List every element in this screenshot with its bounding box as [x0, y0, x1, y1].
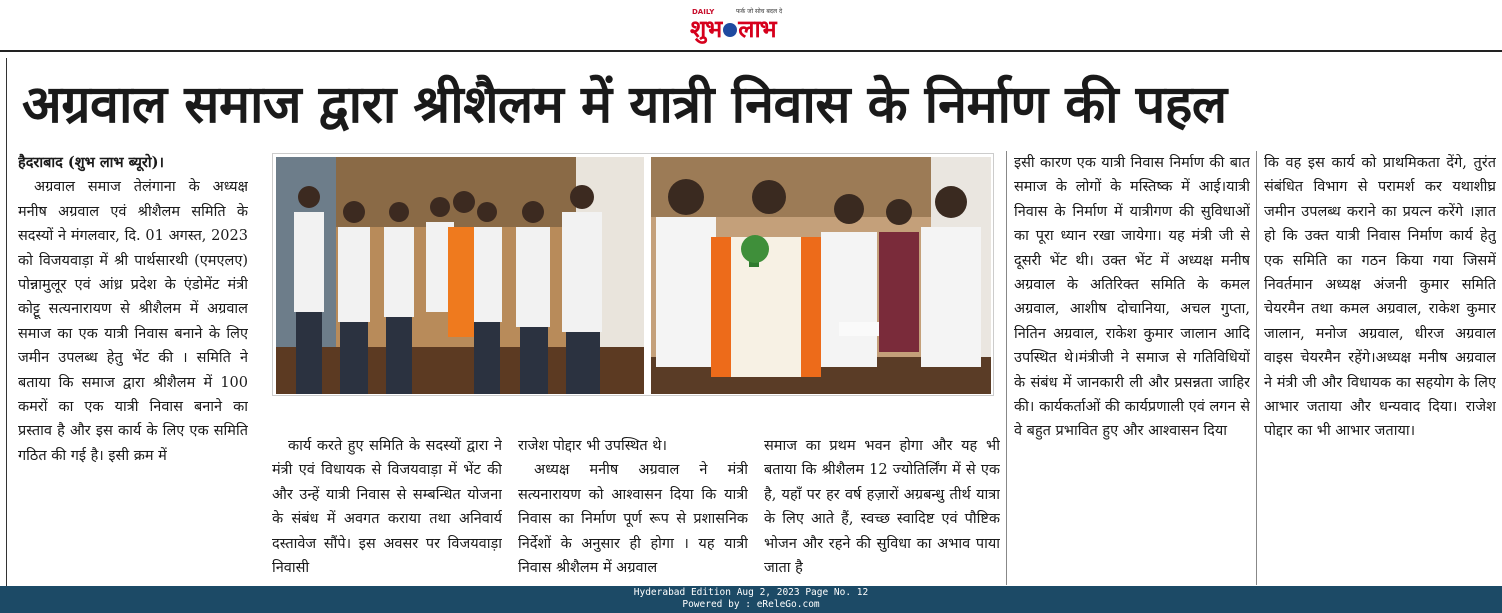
- column-6-text: कि वह इस कार्य को प्राथमिकता देंगे, तुरंत संबंधित विभाग से परामर्श कर यथाशीघ्र जमीन उपलब्ध कराने का प्रयत्न करेंगे ।ज्ञात हो कि उक्त यात्री निवास निर्माण कार्य हेतु एक समिति का गठन किया गया जिसमें निवर्तमान अध्यक्ष अंजनी कुमार समिति चेयरमैन तथा कमल अग्रवाल, राकेश कुमार जालान, मनोज अग्रवाल, धीरज अग्रवाल वाइस चेयरमैन रहेंगे।अध्यक्ष मनीष अग्रवाल ने मंत्री जी और विधायक का सहयोग के लिए आभार जताया और धन्यवाद दिया। राजेश पोद्दार का भी आभार जताया।: [1264, 155, 1496, 440]
- edition-info: Hyderabad Edition Aug 2, 2023 Page No. 12: [633, 587, 869, 598]
- column-2-text: कार्य करते हुए समिति के सदस्यों द्वारा ने मंत्री एवं विधायक से विजयवाड़ा में भेंट की और उन्हें यात्री निवास से सम्बन्धित योजना के संबंध में अवगत कराया तथा अनिवार्य दस्तावेज सौंपे। इस अवसर पर विजयवाड़ा निवासी: [272, 438, 502, 577]
- article-column-1: [18, 151, 248, 585]
- article-column-4: [764, 434, 1000, 586]
- logo-name: [690, 12, 776, 45]
- column-3-text: अध्यक्ष मनीष अग्रवाल ने मंत्री सत्यनारायण को आश्वासन दिया कि यात्री निवास का निर्माण पूर्ण रूप से प्रशासनिक निर्देशों के अनुसार ही होगा । यह यात्री निवास श्रीशैलम में अग्रवाल: [518, 462, 748, 577]
- photo-collage: [272, 153, 994, 396]
- column-divider: [1006, 151, 1007, 585]
- article-column-6: [1264, 151, 1496, 585]
- article-column-3: [518, 434, 748, 586]
- column-4-text: समाज का प्रथम भवन होगा और यह भी बताया कि श्रीशैलम 12 ज्योतिर्लिंग में से एक है, यहाँ पर हर वर्ष हज़ारों अग्रबन्धु तीर्थ यात्रा के लिए आते हैं, स्वच्छ स्वादिष्ट एवं पौष्टिक भोजन और रहने की सुविधा का अभाव पाया जाता है: [764, 438, 1000, 577]
- logo-daily-label: DAILY: [692, 8, 715, 16]
- powered-by-link[interactable]: Powered by : eReleGo.com: [682, 599, 820, 610]
- logo-name-right: लाभ: [738, 15, 776, 43]
- article-column-2: [272, 434, 502, 586]
- masthead-rule: [0, 50, 1502, 52]
- logo-tagline: फर्क जो सोच बदल दे: [736, 8, 783, 15]
- group-meeting-photo-image: [276, 157, 644, 394]
- footer-bar: [0, 586, 1502, 613]
- column-5-text: इसी कारण एक यात्री निवास निर्माण की बात समाज के लोगों के मस्तिष्क में आई।यात्री निवास के निर्माण में यात्रीगण की सुविधाओं का पूरा ध्यान रखा जायेगा। यह मंत्री जी से दूसरी भेंट थी। उक्त भेंट में अध्यक्ष मनीष अग्रवाल के अतिरिक्त समिति के कमल अग्रवाल, आशीष दोचानिया, अचल गुप्ता, नितिन अग्रवाल, राकेश कुमार जालान आदि उपस्थित थे।मंत्रीजी ने समाज से गतिविधियों के संबंध में जानकारी ली और प्रसन्नता जाहिर की। कार्यकर्ताओं की कार्यप्रणाली एवं लगन से वे बहुत प्रभावित हुए और आश्वासन दिया: [1014, 155, 1250, 440]
- column-3-text-intro: राजेश पोद्दार भी उपस्थित थे।: [518, 438, 667, 454]
- article-headline: अग्रवाल समाज द्वारा श्रीशैलम में यात्री निवास के निर्माण की पहल: [22, 75, 1227, 135]
- article-column-5: [1014, 151, 1250, 585]
- column-divider: [1256, 151, 1257, 585]
- ganesha-mark-icon: [723, 23, 737, 37]
- newspaper-logo: [688, 2, 818, 46]
- group-meeting-photo: [276, 157, 644, 394]
- minister-felicitation-photo-image: [651, 157, 991, 394]
- column-1-text: अग्रवाल समाज तेलंगाना के अध्यक्ष मनीष अग्रवाल एवं श्रीशैलम समिति के सदस्यों ने मंगलवार, दि. 01 अगस्त, 2023 को विजयवाड़ा में श्री पार्थसारथी (एमएलए) पोन्नामुलूर एवं आंध्र प्रदेश के एंडोमेंट मंत्री कोट्टू सत्यनारायण से श्रीशैलम में अग्रवाल समाज का एक यात्री निवास बनाने के लिए जमीन उपलब्ध हेतु भेंट की । समिति ने बताया कि समाज द्वारा श्रीशैलम में 100 कमरों का एक यात्री निवास बनाने का प्रस्ताव है और इस कार्य के लिए एक समिति गठित की गई है। इसी क्रम में: [18, 179, 248, 464]
- masthead: [0, 0, 1502, 48]
- logo-name-left: शुभ: [690, 15, 722, 43]
- minister-felicitation-photo: [651, 157, 991, 394]
- article-dateline: हैदराबाद (शुभ लाभ ब्यूरो)।: [18, 154, 164, 171]
